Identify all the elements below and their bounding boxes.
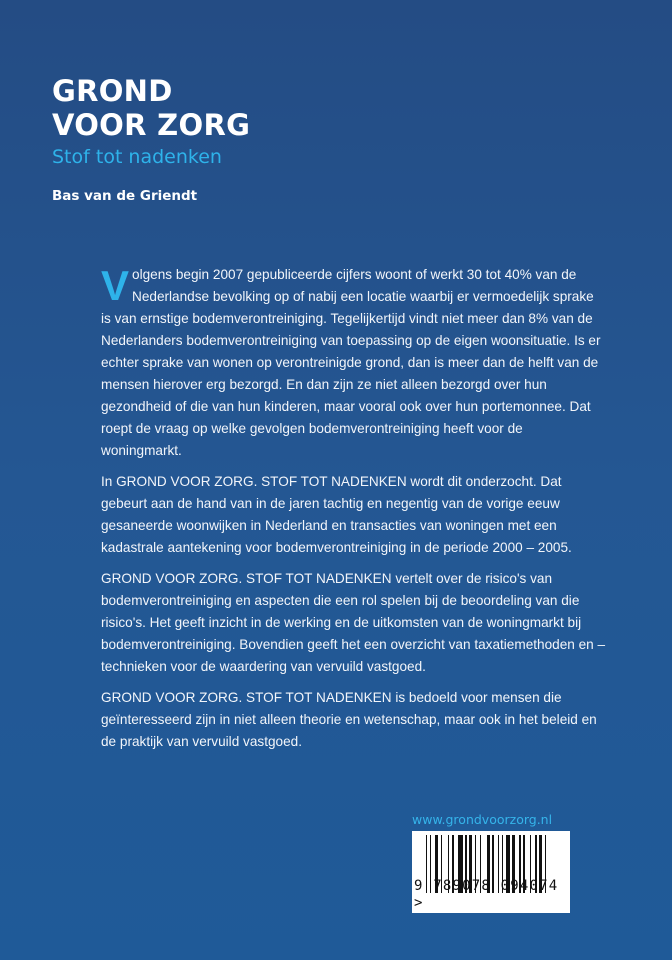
isbn-barcode [412, 831, 570, 913]
blurb-paragraph: GROND VOOR ZORG. STOF TOT NADENKEN is bedoeld voor mensen die geïnteresseerd zijn in niet alleen theorie en wetenschap, maar ook in het beleid en de praktijk van vervuild vastgoed. [101, 690, 597, 749]
blurb [101, 264, 606, 762]
website-link[interactable]: www.grondvoorzorg.nl [412, 812, 553, 827]
drop-cap: V [101, 262, 130, 309]
isbn-number: 9 789078 094074 > [414, 878, 559, 911]
title-line: GROND [52, 74, 173, 108]
blurb-paragraph: In GROND VOOR ZORG. STOF TOT NADENKEN wordt dit onderzocht. Dat gebeurt aan de hand van in de jaren tachtig en negentig van de vorige eeuw gesaneerde woonwijken in Nederland en transacties van woningen met een kadastrale aantekening voor bodemverontreiniging in de periode 2000 – 2005. [101, 474, 572, 555]
book-subtitle: Stof tot nadenken [52, 146, 222, 168]
author-name: Bas van de Griendt [52, 188, 198, 204]
title-line: VOOR ZORG [52, 108, 251, 142]
book-title [52, 74, 250, 142]
blurb-paragraph: Volgens begin 2007 gepubliceerde cijfers woont of werkt 30 tot 40% van de Nederlandse bevolking op of nabij een locatie waarbij er vermoedelijk sprake is van ernstige bodemverontreiniging. Tegelijkertijd vindt niet meer dan 8% van de Nederlanders bodemverontreiniging van toepassing op de eigen woonsituatie. Is er echter sprake van wonen op verontreinigde grond, dan is meer dan de helft van de mensen hierover erg bezorgd. En dan zijn ze niet alleen bezorgd over hun gezondheid of die van hun kinderen, maar vooral ook over hun portemonnee. Dat roept de vraag op welke gevolgen bodemverontreiniging heeft voor de woningmarkt. [101, 262, 601, 458]
blurb-paragraph: GROND VOOR ZORG. STOF TOT NADENKEN vertelt over de risico's van bodemverontreiniging en aspecten die een rol spelen bij de beoordeling van die risico's. Het geeft inzicht in de werking en de uitkomsten van de woningmarkt bij bodemverontreiniging. Bovendien geeft het een overzicht van taxatiemethoden en –technieken voor de waardering van vervuild vastgoed. [101, 571, 606, 674]
